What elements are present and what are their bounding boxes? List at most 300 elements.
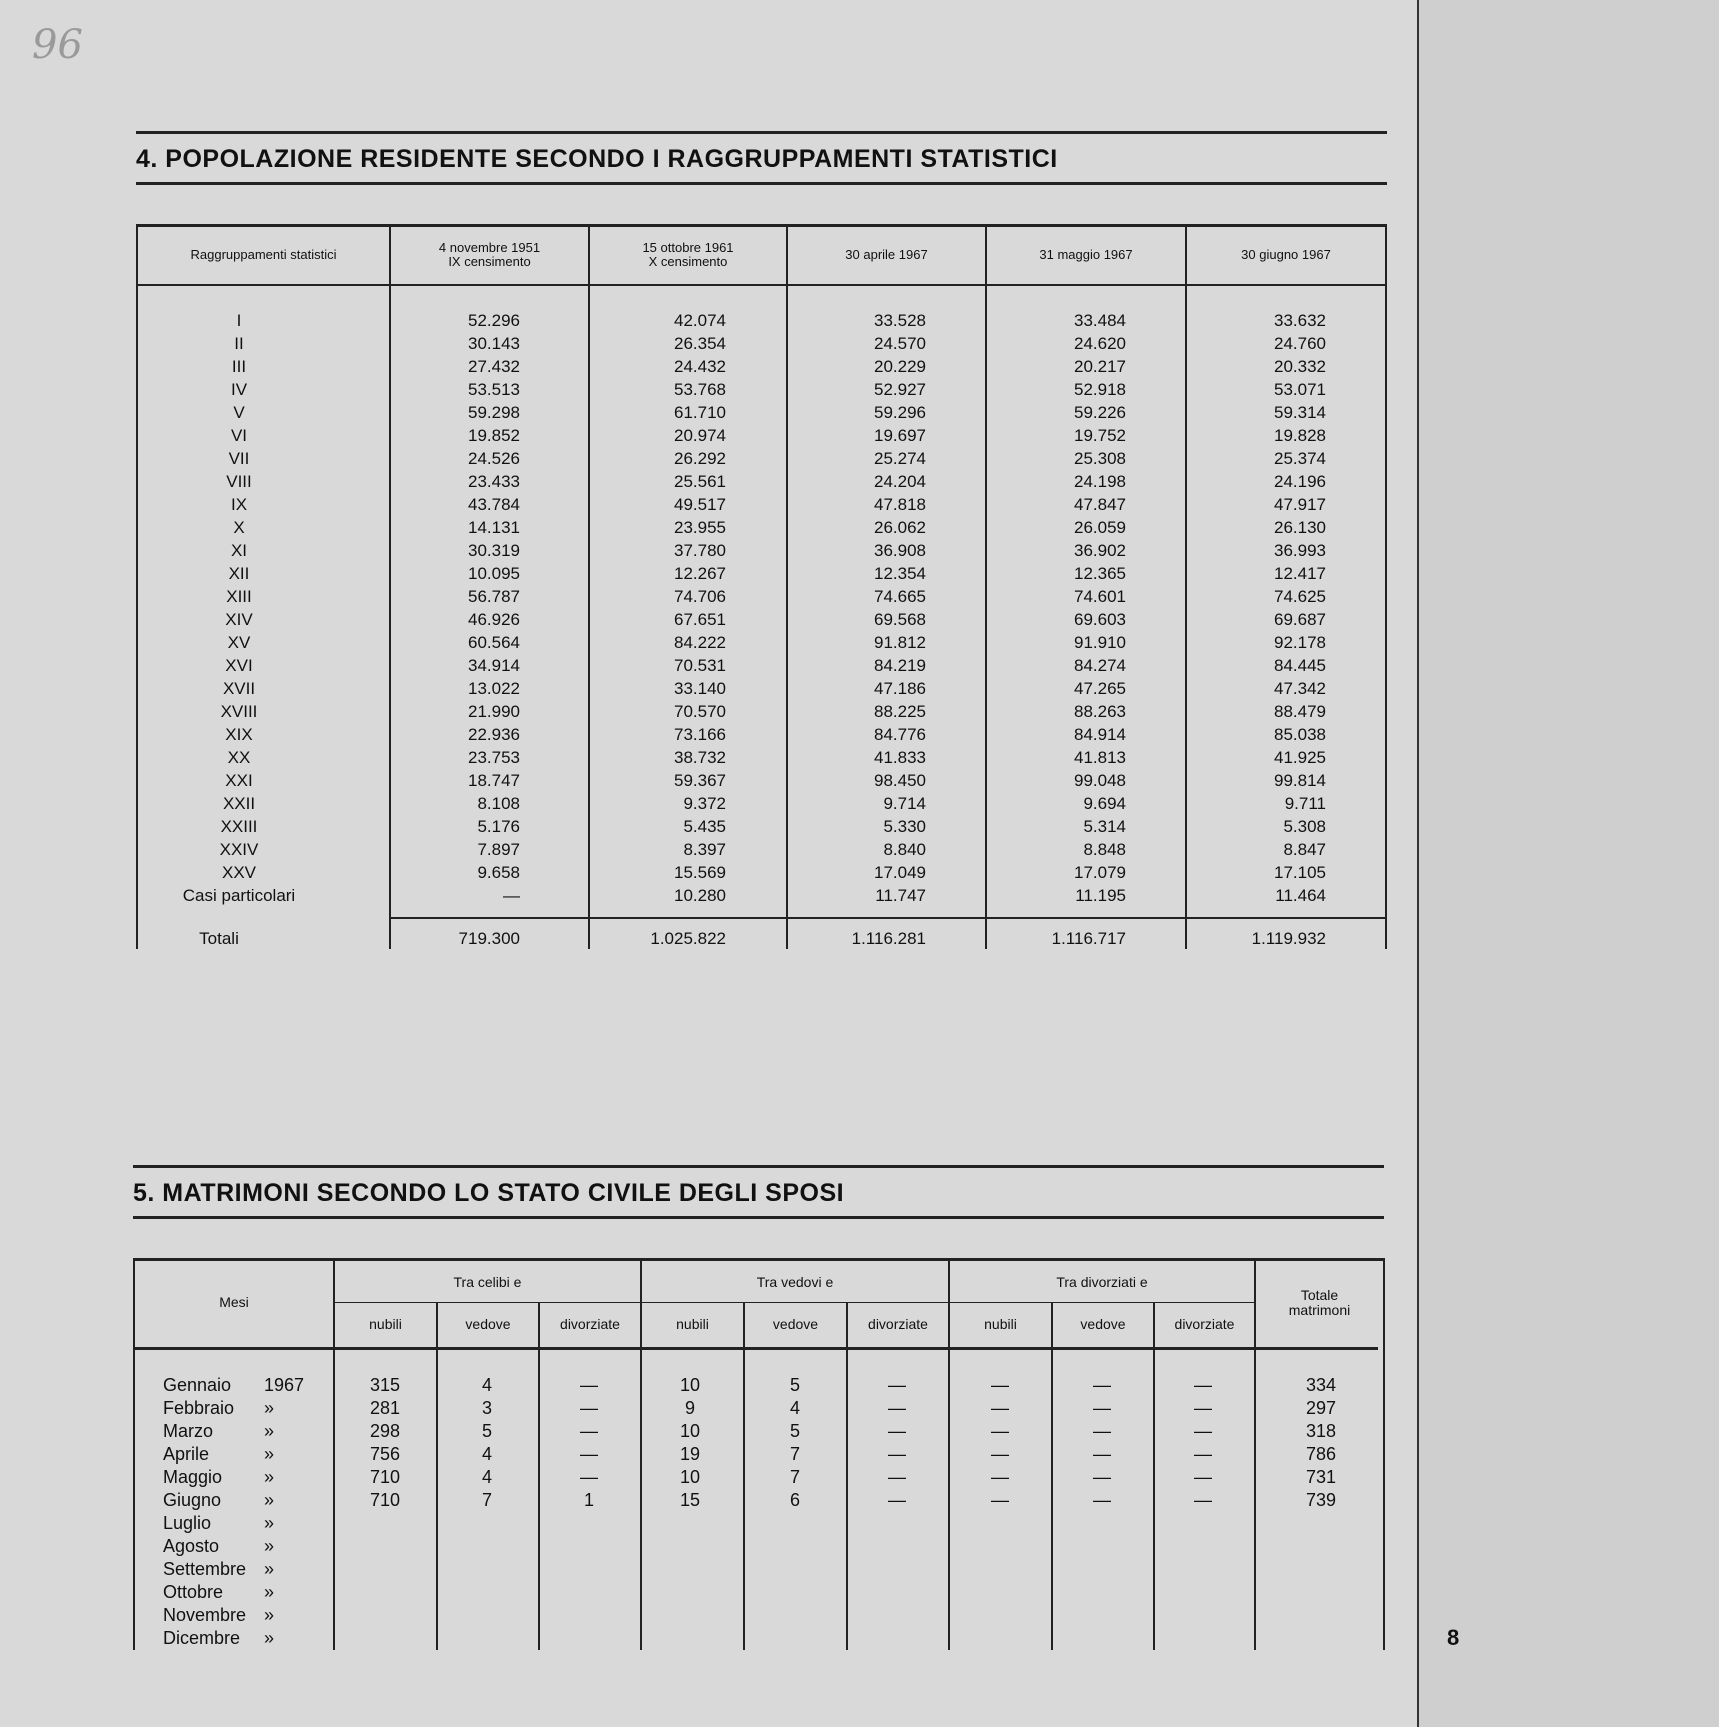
year-mark: » [264,1490,275,1510]
table-cell: 315 [369,1375,401,1395]
group-label: XXII [222,794,256,813]
table-cell: — [580,1444,598,1464]
table-cell: 17.105 [1274,863,1326,882]
table-cell: 33.528 [874,311,926,330]
table-cell: 21.990 [468,702,520,721]
table-cell: 47.847 [1074,495,1126,514]
table-cell: 24.196 [1274,472,1326,491]
header-tra-vedovi: Tra vedovi e [756,1274,834,1290]
group-label: XII [228,564,250,583]
year-mark: » [264,1605,275,1625]
table-cell: 710 [369,1467,401,1487]
month-label: Luglio [163,1513,212,1533]
total-aprile-1967: 1.116.281 [851,929,926,948]
table-cell: 5 [789,1421,800,1441]
table-cell: 13.022 [468,679,520,698]
table-cell: 33.484 [1074,311,1126,330]
subheader-nubili: nubili [984,1316,1017,1332]
table-cell: 786 [1305,1444,1336,1464]
vedovi-nubili-column [655,1374,725,1512]
table-cell: 91.910 [1074,633,1126,652]
month-label: Novembre [163,1605,247,1625]
table-cell: 67.651 [674,610,726,629]
table-cell: — [503,886,520,905]
group-label: XXV [221,863,257,882]
month-label: Febbraio [163,1398,235,1418]
table-cell: 30.143 [468,334,520,353]
header-tra-celibi: Tra celibi e [453,1274,522,1290]
header-aprile-1967: 30 aprile 1967 [845,247,928,262]
vedovi-vedove-column [760,1374,830,1512]
table-cell: — [1093,1444,1111,1464]
table5-title: 5. MATRIMONI SECONDO LO STATO CIVILE DEGLI SPOSI [133,1179,845,1207]
table-cell: 7 [789,1444,800,1464]
table-cell: 47.818 [874,495,926,514]
page-edge-line [1417,0,1419,1727]
table-cell: 22.936 [468,725,520,744]
table-cell: — [580,1467,598,1487]
header-1951-date: 4 novembre 1951 [438,240,541,255]
column-1951 [400,309,520,907]
table-cell: 14.131 [468,518,520,537]
table-cell: 59.298 [468,403,520,422]
table-cell: 11.195 [1075,886,1126,905]
table-cell: 84.914 [1074,725,1126,744]
page-margin [1417,0,1719,1727]
total-giugno-1967: 1.119.932 [1251,929,1326,948]
group-label: XVII [222,679,256,698]
table-cell: 52.918 [1074,380,1126,399]
table-cell: 84.222 [674,633,726,652]
table-cell: 6 [789,1490,800,1510]
table-cell: 43.784 [468,495,520,514]
year-column [264,1374,314,1650]
table-cell: 59.314 [1274,403,1326,422]
table-cell: 24.198 [1074,472,1126,491]
table-cell: 70.570 [674,702,726,721]
table-cell: 74.625 [1274,587,1326,606]
table-cell: 24.204 [874,472,926,491]
table-cell: 8.108 [477,794,520,813]
table-cell: 12.365 [1074,564,1126,583]
table-cell: 18.747 [468,771,520,790]
celibi-nubili-column [350,1374,420,1512]
table-cell: 24.620 [1074,334,1126,353]
table-cell: 8.848 [1083,840,1126,859]
table-cell: — [991,1398,1009,1418]
header-tra-divorziati: Tra divorziati e [1056,1274,1148,1290]
table-cell: 53.071 [1274,380,1326,399]
table-cell: — [888,1398,906,1418]
table-cell: 710 [369,1490,401,1510]
table-cell: — [1093,1490,1111,1510]
table5-vline [743,1302,745,1650]
table5-top-border [133,1258,1384,1261]
table-cell: 26.062 [874,518,926,537]
table5-header-border [133,1347,1378,1350]
table-cell: 30.319 [468,541,520,560]
total-1961: 1.025.822 [650,929,726,948]
table4-vline [588,224,590,949]
table-cell: 298 [369,1421,401,1441]
table-cell: 10.280 [674,886,726,905]
table5-vline [133,1258,135,1650]
header-totale-matrimoni [1256,1288,1383,1318]
month-label: Aprile [163,1444,210,1464]
table-cell: 38.732 [674,748,726,767]
table5-vline [1383,1258,1385,1650]
table-cell: 4 [481,1467,492,1487]
table-cell: 5.314 [1083,817,1126,836]
column-1961 [600,309,726,907]
year-mark: 1967 [264,1375,305,1395]
table-cell: — [1194,1398,1212,1418]
table-cell: 47.186 [874,679,926,698]
table-cell: — [888,1421,906,1441]
header-1951-census: IX censimento [448,254,531,269]
table-cell: 5.435 [683,817,726,836]
table4-vline [1385,224,1387,949]
column-giugno-1967 [1200,309,1326,907]
table-cell: — [991,1490,1009,1510]
group-label: Casi particolari [182,886,296,905]
table5-vline [1153,1302,1155,1650]
table-cell: — [1194,1467,1212,1487]
table-cell: 33.632 [1274,311,1326,330]
table-cell: 34.914 [468,656,520,675]
group-label: XXIII [220,817,258,836]
group-label: XI [230,541,248,560]
table-cell: 59.226 [1074,403,1126,422]
table-cell: 19.752 [1074,426,1126,445]
table-cell: 69.568 [874,610,926,629]
subheader-vedove: vedove [1080,1316,1126,1332]
table-cell: 7.897 [477,840,520,859]
divorziati-vedove-column [1067,1374,1137,1512]
handwritten-page-number: 96 [32,22,83,68]
table-cell: 69.603 [1074,610,1126,629]
table-cell: 15.569 [674,863,726,882]
subheader-nubili: nubili [676,1316,709,1332]
table-cell: 53.768 [674,380,726,399]
table-cell: — [580,1421,598,1441]
group-label: VII [228,449,250,468]
table-cell: 47.265 [1074,679,1126,698]
table-cell: 10 [679,1375,701,1395]
table-cell: 8.397 [683,840,726,859]
table-cell: 53.513 [468,380,520,399]
subheader-vedove: vedove [465,1316,511,1332]
total-maggio-1967: 1.116.717 [1051,929,1126,948]
table-cell: — [991,1467,1009,1487]
table-cell: 25.274 [874,449,926,468]
table-cell: 9.372 [683,794,726,813]
table-cell: 5 [789,1375,800,1395]
table-cell: 20.217 [1074,357,1126,376]
table4-header-border [136,284,1387,286]
month-label: Maggio [163,1467,223,1487]
group-label: XIII [226,587,252,606]
group-label: VIII [226,472,252,491]
vedovi-divorziate-column [862,1374,932,1512]
table-cell: 56.787 [468,587,520,606]
table5-vline [538,1302,540,1650]
year-mark: » [264,1536,275,1556]
table-cell: 42.074 [674,311,726,330]
table-cell: 84.219 [874,656,926,675]
table5-vline [846,1302,848,1650]
subheader-divorziate: divorziate [560,1316,620,1332]
table-cell: — [580,1375,598,1395]
month-label: Gennaio [163,1375,232,1395]
month-label: Dicembre [163,1628,241,1648]
table-cell: 9.658 [477,863,520,882]
table-cell: 59.296 [874,403,926,422]
table-cell: 24.760 [1274,334,1326,353]
table-cell: 91.812 [874,633,926,652]
group-label: II [234,334,244,353]
table-cell: — [888,1375,906,1395]
header-totale: Totale [1300,1287,1339,1303]
table-cell: 46.926 [468,610,520,629]
table-cell: 47.917 [1274,495,1326,514]
subheader-divorziate: divorziate [1174,1316,1235,1332]
table-cell: 334 [1305,1375,1336,1395]
year-mark: » [264,1467,275,1487]
header-1961-date: 15 ottobre 1961 [642,240,734,255]
month-label: Settembre [163,1559,247,1579]
group-label: XV [227,633,251,652]
table-cell: 47.342 [1274,679,1326,698]
table-cell: 11.464 [1275,886,1326,905]
table-cell: 85.038 [1274,725,1326,744]
year-mark: » [264,1444,275,1464]
table-cell: 49.517 [674,495,726,514]
table-cell: 11.747 [875,886,926,905]
table-cell: 98.450 [874,771,926,790]
table4-vline [389,224,391,949]
group-label: VI [230,426,248,445]
table-cell: 731 [1305,1467,1336,1487]
table-cell: — [991,1375,1009,1395]
table4-vline [786,224,788,949]
header-1961 [590,241,786,269]
table-cell: 36.908 [874,541,926,560]
subheader-vedove: vedove [772,1316,819,1332]
divorziati-divorziate-column [1168,1374,1238,1512]
table-cell: 12.417 [1274,564,1326,583]
table-cell: 92.178 [1274,633,1326,652]
table5-vline [1051,1302,1053,1650]
year-mark: » [264,1398,275,1418]
month-label: Agosto [163,1536,220,1556]
header-1951 [391,241,588,269]
group-label: XVI [225,656,253,675]
group-label: III [231,357,247,376]
table4-vline [1185,224,1187,949]
table4-vline [985,224,987,949]
table-cell: 70.531 [674,656,726,675]
table-cell: 5.176 [477,817,520,836]
table4-title: 4. POPOLAZIONE RESIDENTE SECONDO I RAGGRUPPAMENTI STATISTICI [136,145,1058,173]
table-cell: 88.225 [874,702,926,721]
table5-group-divider [334,1302,1254,1303]
group-label: XXI [225,771,253,790]
table-cell: 84.445 [1274,656,1326,675]
group-label: IX [230,495,248,514]
table-cell: — [991,1444,1009,1464]
table-cell: 36.993 [1274,541,1326,560]
table-cell: 69.687 [1274,610,1326,629]
table-cell: 1 [583,1490,594,1510]
group-label: IV [230,380,248,399]
table-cell: 9.711 [1284,794,1326,813]
month-label: Ottobre [163,1582,224,1602]
header-raggruppamenti: Raggruppamenti statistici [190,247,337,262]
month-label: Giugno [163,1490,222,1510]
table-cell: — [1194,1444,1212,1464]
table-cell: — [888,1467,906,1487]
table-cell: 52.296 [468,311,520,330]
table-cell: 26.354 [674,334,726,353]
table-cell: 5.330 [883,817,926,836]
table-cell: 27.432 [468,357,520,376]
table-cell: 74.706 [674,587,726,606]
table-cell: — [888,1444,906,1464]
table-cell: 23.753 [468,748,520,767]
group-label: XIX [225,725,253,744]
table-cell: 52.927 [874,380,926,399]
groups-column [140,309,338,907]
title-rule-bottom [133,1216,1384,1219]
table-cell: 41.925 [1274,748,1326,767]
column-aprile-1967 [800,309,926,907]
table-cell: 24.432 [674,357,726,376]
table-cell: 4 [481,1444,492,1464]
table-cell: 33.140 [674,679,726,698]
month-label: Marzo [163,1421,214,1441]
table-cell: — [1093,1421,1111,1441]
table-cell: 24.570 [874,334,926,353]
table-cell: — [1194,1490,1212,1510]
table-cell: 84.274 [1074,656,1126,675]
table-cell: 756 [369,1444,401,1464]
table-cell: 4 [481,1375,492,1395]
table-cell: 26.292 [674,449,726,468]
table-cell: 9 [684,1398,695,1418]
group-label: XXIV [219,840,259,859]
page-number: 8 [1447,1625,1460,1650]
title-rule-bottom [136,182,1387,185]
table-cell: — [991,1421,1009,1441]
table-cell: — [888,1490,906,1510]
table-cell: 26.059 [1074,518,1126,537]
table-cell: 19.828 [1274,426,1326,445]
table-cell: 74.665 [874,587,926,606]
table-cell: 61.710 [674,403,726,422]
table-cell: 41.833 [874,748,926,767]
year-mark: » [264,1559,275,1579]
table-cell: 99.814 [1274,771,1326,790]
table-cell: 99.048 [1074,771,1126,790]
table-cell: 3 [481,1398,492,1418]
group-label: V [233,403,245,422]
title-rule-top [136,131,1387,134]
table-cell: 20.974 [674,426,726,445]
table-cell: — [580,1398,598,1418]
table-cell: 5.308 [1283,817,1326,836]
table5-vline [436,1302,438,1650]
table-cell: 17.049 [874,863,926,882]
table-cell: 17.079 [1074,863,1126,882]
divorziati-nubili-column [965,1374,1035,1512]
year-mark: » [264,1513,275,1533]
table-cell: 25.374 [1274,449,1326,468]
table-cell: 19.697 [874,426,926,445]
table-cell: — [1093,1375,1111,1395]
table-cell: 5 [481,1421,492,1441]
subheader-divorziate: divorziate [868,1316,928,1332]
group-label: I [236,311,242,330]
table-cell: 15 [679,1490,701,1510]
table-cell: 7 [481,1490,492,1510]
table-cell: 281 [369,1398,401,1418]
header-1961-census: X censimento [648,254,728,269]
column-maggio-1967 [1000,309,1126,907]
table-cell: 74.601 [1074,587,1126,606]
table-cell: 12.354 [874,564,926,583]
table-cell: 10 [679,1421,701,1441]
header-mesi: Mesi [219,1294,249,1310]
table-cell: 24.526 [468,449,520,468]
table-cell: 8.847 [1283,840,1326,859]
group-label: XIV [225,610,253,629]
group-label: XVIII [220,702,258,721]
table-cell: 4 [789,1398,800,1418]
table-cell: 7 [789,1467,800,1487]
table-cell: 23.955 [674,518,726,537]
table-cell: — [1093,1467,1111,1487]
table-cell: 12.267 [674,564,726,583]
table-cell: — [1194,1375,1212,1395]
group-label: X [233,518,245,537]
year-mark: » [264,1582,275,1602]
table4-totals-border [390,917,1387,919]
year-mark: » [264,1421,275,1441]
subheader-nubili: nubili [369,1316,402,1332]
table-cell: 73.166 [674,725,726,744]
table-cell: 10.095 [468,564,520,583]
table4-vline [136,224,138,949]
table4-top-border [136,224,1387,227]
table-cell: 20.229 [874,357,926,376]
table-cell: 20.332 [1274,357,1326,376]
table-cell: 297 [1305,1398,1336,1418]
title-rule-top [133,1165,1384,1168]
table-cell: 8.840 [883,840,926,859]
header-matrimoni: matrimoni [1288,1302,1351,1318]
table-cell: 26.130 [1274,518,1326,537]
table-cell: 23.433 [468,472,520,491]
totals-label: Totali [199,929,239,948]
table-cell: 25.561 [674,472,726,491]
table-cell: 88.263 [1074,702,1126,721]
table-cell: 318 [1305,1421,1336,1441]
table-cell: 19.852 [468,426,520,445]
table-cell: — [1093,1398,1111,1418]
celibi-divorziate-column [554,1374,624,1512]
total-1951: 719.300 [458,929,520,948]
